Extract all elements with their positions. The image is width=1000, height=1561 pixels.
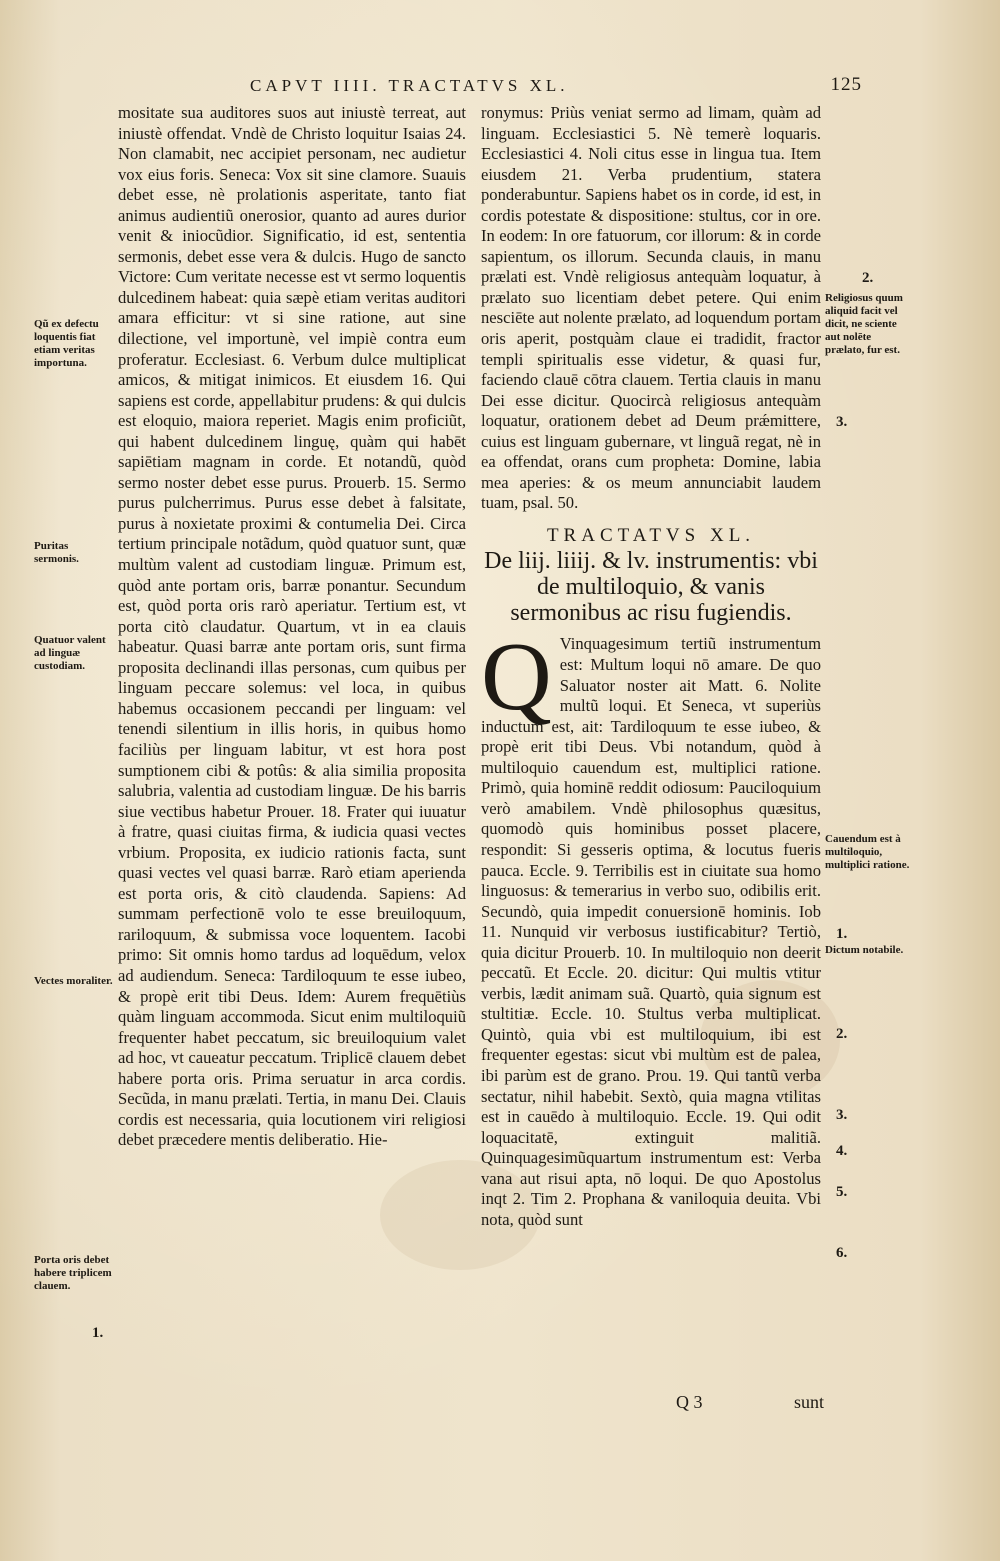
- margin-number: 1.: [836, 926, 848, 942]
- margin-note: Vectes moraliter.: [34, 975, 113, 987]
- right-text-column: [481, 103, 821, 1230]
- margin-note: Dictum notabile.: [825, 944, 904, 956]
- margin-note: Quatuor valent ad linguæ custodiam.: [34, 634, 106, 672]
- margin-number: 5.: [836, 1184, 848, 1200]
- margin-number: 3.: [836, 1107, 848, 1123]
- body-paragraph: [481, 623, 821, 1230]
- paragraph-text: Vinquagesimum tertiũ instrumentum est: Multum loqui nō amare. De quo Saluator noster ait Matt. 6. Nolite multũ loqui. Et Seneca, vt superiùs inductum est, ait: Tardiloquum te esse iubeo, & propè erit tibi Deus. Vbi notandum, quòd à multiloquio cauendum est, multiplici ratione. Primò, quia hominē reddit odiosum: Pauciloquium verò amabilem. Vndè philosophus quæsitus, quomodò quis hominibus posset placere, respondit: Si gesseris optima, & locutus fueris pauca. Eccle. 9. Terribilis est in ciuitate sua homo linguosus: & temerarius in verbo suo, odibilis erit. Secundò, quia impedit conuersionē hominis. Iob 11. Nunquid vir verbosus iustificabitur? Tertiò, quia dicitur Prouerb. 10. In multiloquio non deerit peccatũ. Et Eccle. 20. dicitur: Qui multis vtitur verbis, lædit animam suã. Quartò, quia signum est stultitiæ. Eccle. 10. Stultus verba multiplicat. Quintò, quia vbi est multiloquium, ibi est frequenter egestas: sicut vbi multùm est de palea, ibi parùm est de grano. Prou. 19. Qui tantũ verba sectatur, nihil habebit. Sextò, quia magna vtilitas est in cauēdo à multiloquio. Eccle. 19. Qui odit loquacitatē, extinguit malitiã. Quinquagesimũquartum instrumentum est: Verba vana aut risui apta, nō loqui. De quo Apostolus inqt 2. Tim 2. Prophana & vaniloquia deuita. Vbi nota, quòd sunt: [481, 634, 821, 1229]
- running-head: CAPVT IIII. TRACTATVS XL.: [250, 76, 569, 95]
- margin-note: Cauendum est à multiloquio, multiplici ratione.: [825, 833, 910, 871]
- left-text-column: [118, 103, 466, 1151]
- section-heading: De liij. liiij. & lv. instrumentis: vbi de multiloquio, & vanis sermonibus ac risu fugiendis.: [484, 548, 818, 627]
- margin-number: 6.: [836, 1245, 848, 1261]
- margin-note: Qũ ex defectu loquentis fiat etiam veritas importuna.: [34, 318, 99, 369]
- section-title: TRACTATVS XL.: [546, 524, 756, 546]
- folio-number: 125: [830, 74, 862, 95]
- catchword: sunt: [794, 1392, 825, 1412]
- body-paragraph: ronymus: Priùs veniat sermo ad limam, quàm ad linguam. Ecclesiastici 5. Nè temerè loquaris. Ecclesiastici 4. Noli citus esse in lingua tua. Item eiusdem 21. Verba prudentium, statera ponderabuntur. Sapiens habet os in corde, id est, in cordis potestate & dispositione: stultus, cor in ore. In eodem: In ore fatuorum, cor illorum: & in corde sapientum, os illorum. Secunda clauis, in manu prælati est. Vndè religiosus antequàm loquatur, à prælato suo licentiam debet petere. Qui enim nesciēte aut nolente prælato, ad loquendum portam oris aperit, postquàm claue ei tradidit, fractor templi spiritualis esse videtur, & quasi fur, faciendo clauē cōtra clauem. Tertia clauis in manu Dei esse dicitur. Quocircà religiosus antequàm loquatur, orationem debet ad Deum prǽmittere, cuius est linguam gubernare, vt linguã regat, nè in ea offendat, orans cum propheta: Domine, labia mea aperies: & os meum annunciabit laudem tuam, psal. 50.: [481, 103, 821, 513]
- margin-number: 3.: [836, 414, 848, 430]
- margin-number: 1.: [92, 1325, 104, 1341]
- body-paragraph: mositate sua auditores suos aut iniustè terreat, aut iniustè offendat. Vndè de Christo loquitur Isaias 24. Non clamabit, nec accipiet personam, nec audietur vox eius foris. Seneca: Vox sit sine clamore. Suauis debet esse, nè prolationis asperitate, tanto fiat animus audientiũ onerosior, quanto ad aures durior venit & iniocũdior. Significatio, id est, sententia sermonis, debet esse vera & dulcis. Hugo de sancto Victore: Cum veritate necesse est vt sermo loquentis dulcedinem habeat: quia sæpè etiam veritas auditori amara efficitur: vt si sine ratione, aut sine dilectione, vel importunè, vel impiè contra eum proferatur. Ecclesiast. 6. Verbum dulce multiplicat amicos, & mitigat inimicos. Et eiusdem 16. Qui sapiens est corde, appellabitur prudens: & qui dulcis est eloquio, maiora reperiet. Magis enim proficiũt, qui habent dulcedinem linguę, quàm qui habēt sapiētiam magnam in corde. Et notandũ, quòd sermo noster debet esse purus. Prouerb. 15. Sermo purus pulcherrimus. Purus esse debet à falsitate, purus à noxietate proximi & contumelia Dei. Circa tertium principale notãdum, quòd quatuor sunt, quæ multùm valent ad custodiam linguæ. Primum est, quòd ante portam oris, barræ ponantur. Secundum est, quòd porta oris rarò aperiatur. Tertium est, vt porta citò claudatur. Quartum, vt in ea clauis habeatur. Quasi barræ ante portam oris, sunt firma proposita declinandi illas personas, cum quibus per linguam peccare solemus: vel loca, in quibus habemus occasionem peccandi per linguam: vel tenendi silentium in illis horis, in quibus homo faciliùs per linguam labitur, vt est hora post sumptionem cibi & potûs: & alia similia proposita salubria, valentia ad custodiam linguæ. De his barris siue vectibus habetur Prouer. 18. Frater qui iuuatur à fratre, quasi ciuitas firma, & iudicia quasi vectes vrbium. Proposita, ex iudicio rationis facta, sunt quasi vectes vel quasi barræ. Rarò etiam aperienda est porta oris, & citò claudenda. Sapiens: Ad summam perfectionē volo te esse breuiloquum, rariloquum, & submissa voce loquentem. Iacobi primo: Sit omnis homo tardus ad loquēdum, velox ad audiendum. Seneca: Tardiloquum te esse iubeo, & propè erit tibi Deus. Idem: Aurem frequētiùs quàm linguam accommoda. Sicut enim multiloquiũ frequenter habet peccatum, sic breuiloquium valet ad hoc, vt caueatur peccatum. Triplicē clauem debet habere porta oris. Prima seruatur in arca cordis. Secũda, in manu prælati. Tertia, in manu Dei. Clauis cordis est necessaria, quia locutionem viri religiosi debet præcedere mentis deliberatio. Hie-: [118, 103, 466, 1150]
- drop-cap: Q: [481, 623, 552, 732]
- margin-note: Religiosus quum aliquid facit vel dicit, ne sciente aut nolēte prælato, fur est.: [825, 292, 903, 356]
- margin-number: 2.: [862, 270, 874, 286]
- margin-number: 2.: [836, 1026, 848, 1042]
- margin-number: 4.: [836, 1143, 848, 1159]
- margin-note: Puritas sermonis.: [34, 540, 79, 565]
- margin-note: Porta oris debet habere triplicem clauem.: [34, 1254, 112, 1292]
- signature-mark: Q 3: [676, 1392, 703, 1412]
